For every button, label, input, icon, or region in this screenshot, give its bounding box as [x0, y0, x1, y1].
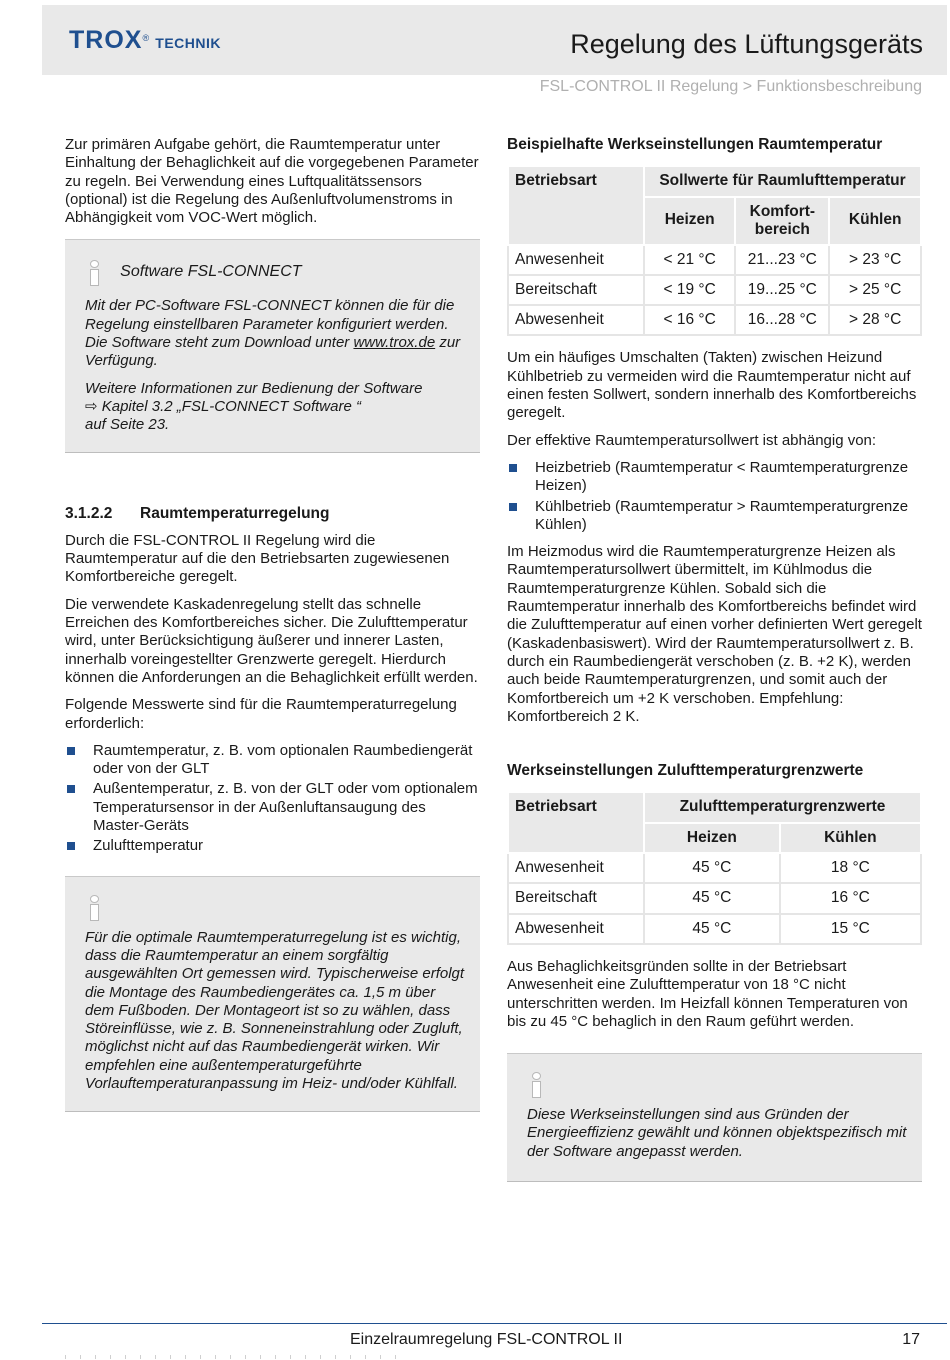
table-cell: Abwesenheit [508, 914, 644, 944]
left-column [65, 136, 480, 1112]
table-cell: < 16 °C [644, 305, 735, 335]
table-cell: Abwesenheit [508, 305, 644, 335]
section-number: 3.1.2.2 [65, 504, 113, 522]
table-cell: > 25 °C [829, 275, 921, 305]
table2-title: Werkseinstellungen Zulufttemperaturgrenzwerte [507, 762, 864, 780]
section-title: Raumtemperaturregelung [140, 504, 330, 522]
table-row [508, 914, 921, 944]
chapter-reference-link[interactable]: Kapitel 3.2 „FSL-CONNECT Software “ [97, 397, 361, 415]
table-cell: Bereitschaft [508, 275, 644, 305]
section-paragraph-3: Folgende Messwerte sind für die Raumtemperaturregelung erforderlich: [65, 696, 457, 732]
setpoint-dependency-list [507, 459, 922, 534]
info-icon [85, 895, 105, 921]
table-header-group: Sollwerte für Raumlufttemperatur [644, 166, 921, 196]
list-item: Raumtemperatur, z. B. vom optionalen Raumbediengerät oder von der GLT [65, 742, 480, 779]
list-item: Außentemperatur, z. B. von der GLT oder vom optionalem Temperatursensor in der Außenluftansaugung des Master-Geräts [65, 780, 480, 835]
right-paragraph-4: Aus Behaglichkeitsgründen sollte in der Betriebsart Anwesenheit eine Zulufttemperatur von 18 °C nicht unterschritten werden. Im Heizfall können Temperaturen von bis zu 45 °C behaglich in den Raum geführt werden. [507, 957, 908, 1030]
table-cell: 45 °C [644, 883, 780, 913]
table-cell: Bereitschaft [508, 883, 644, 913]
room-temperature-table [507, 165, 922, 336]
list-item: Heizbetrieb (Raumtemperatur < Raumtemperaturgrenze Heizen) [507, 459, 922, 496]
table-cell: 15 °C [780, 914, 921, 944]
table-header-heating: Heizen [644, 197, 735, 245]
trox-logo [69, 26, 221, 54]
table-cell: < 19 °C [644, 275, 735, 305]
table-cell: 18 °C [780, 853, 921, 883]
table-cell: 21...23 °C [735, 245, 829, 275]
note-text [85, 297, 466, 370]
section-paragraph-2: Die verwendete Kaskadenregelung stellt das schnelle Erreichen des Komfortbereiches sicher. Die Zulufttemperatur wird, unter Berücksichtigung äußerer und innerer Lasten, innerhalb voreingestellter Grenzwerte geregelt. Hierdurch können die Anforderungen an die Behaglichkeit erfüllt werden. [65, 595, 478, 686]
note-title: Software FSL-CONNECT [120, 263, 302, 281]
note-text: Diese Werkseinstellungen sind aus Gründen der Energieeffizienz gewählt und können objektspezifisch mit der Software angepasst werden. [527, 1106, 907, 1160]
table-cell: Anwesenheit [508, 245, 644, 275]
logo-registered-mark: ® [142, 33, 150, 43]
page-reference-link[interactable]: auf Seite 23. [85, 416, 170, 434]
footer-title: Einzelraumregelung FSL-CONTROL II [350, 1331, 623, 1348]
page-number: 17 [902, 1331, 920, 1348]
table-cell: Anwesenheit [508, 853, 644, 883]
info-note-factory-settings [507, 1053, 922, 1182]
supply-air-limits-table [507, 791, 922, 944]
arrow-right-icon: ⇨ [85, 397, 98, 415]
section-paragraph-1: Durch die FSL-CONTROL II Regelung wird die Raumtemperatur auf die den Betriebsarten zugewiesenen Komfortbereiche geregelt. [65, 531, 450, 586]
table-row [508, 305, 921, 335]
table-row [508, 883, 921, 913]
footer-divider [42, 1323, 947, 1324]
table-header-mode: Betriebsart [508, 792, 644, 853]
logo-brand: TROX [69, 26, 143, 54]
note-text-part2: zur Verfügung. [85, 334, 461, 370]
table-header-heating: Heizen [644, 823, 780, 853]
right-paragraph-1: Um ein häufiges Umschalten (Takten) zwischen Heizund Kühlbetrieb zu vermeiden wird die Raumtemperatur nicht auf einen festen Sollwert, sondern innerhalb des Komfortbereichs geregelt. [507, 349, 917, 422]
breadcrumb: FSL-CONTROL II Regelung > Funktionsbeschreibung [539, 78, 922, 95]
info-note-software [65, 239, 480, 452]
scan-artifact [65, 1355, 405, 1359]
table-header-group: Zulufttemperaturgrenzwerte [644, 792, 921, 822]
table-header-mode: Betriebsart [508, 166, 644, 244]
table-header-cooling: Kühlen [780, 823, 921, 853]
table-cell: 16...28 °C [735, 305, 829, 335]
table-cell: > 23 °C [829, 245, 921, 275]
right-column [507, 136, 922, 1182]
table-cell: < 21 °C [644, 245, 735, 275]
info-icon [527, 1072, 547, 1098]
table-header-comfort: Komfort-bereich [735, 197, 829, 245]
table1-title: Beispielhafte Werkseinstellungen Raumtemperatur [507, 136, 883, 153]
table-cell: > 28 °C [829, 305, 921, 335]
section-heading [65, 505, 480, 523]
table-cell: 16 °C [780, 883, 921, 913]
page-title: Regelung des Lüftungsgeräts [570, 29, 923, 59]
table-cell: 45 °C [644, 914, 780, 944]
right-paragraph-3: Im Heizmodus wird die Raumtemperaturgrenze Heizen als Raumtemperatursollwert übermittelt, im Kühlmodus die Raumtemperaturgrenze Kühlen. Sobald sich die Raumtemperatur innerhalb des Komfortbereichs befindet wird die Zulufttemperatur auf einen vorher definierten Wert geregelt (Kaskadenbasiswert). Wird der Raumtemperatursollwert z. B. durch ein Raumbediengerät verschoben (z. B. +2 K), werden auch beide Raumtemperaturgrenzen, und somit auch der Komfortbereich um +2 K verschoben. Empfehlung: Komfortbereich 2 K. [507, 543, 922, 725]
table-row [508, 853, 921, 883]
note-more-line1: Weitere Informationen zur Bedienung der Software [85, 379, 423, 397]
intro-paragraph: Zur primären Aufgabe gehört, die Raumtemperatur unter Einhaltung der Behaglichkeit auf die vorgegebenen Parameter zu regeln. Bei Verwendung eines Luftqualitätssensors (optional) ist die Regelung des Außenluftvolumenstroms in Abhängigkeit vom VOC-Wert möglich. [65, 136, 479, 227]
logo-subtitle: TECHNIK [155, 35, 221, 51]
table-row [508, 245, 921, 275]
info-icon [85, 260, 105, 286]
list-item: Kühlbetrieb (Raumtemperatur > Raumtemperaturgrenze Kühlen) [507, 498, 922, 535]
table-cell: 19...25 °C [735, 275, 829, 305]
note-text-part1: Mit der PC-Software FSL-CONNECT können die für die Regelung einstellbaren Parameter konfiguriert werden. Die Software steht zum Download unter [85, 297, 455, 352]
page-header [42, 5, 947, 75]
note-more-info [85, 380, 466, 435]
measurement-list [65, 742, 480, 856]
note-text: Für die optimale Raumtemperaturregelung ist es wichtig, dass die Raumtemperatur an einem sorgfältig ausgewählten Ort gemessen wird. Typischerweise erfolgt die Montage des Raumbediengerätes ca. 1,5 m über dem Fußboden. Der Montageort ist so zu wählen, dass Störeinflüsse, wie z. B. Sonneneinstrahlung oder Zugluft, möglichst nicht auf das Raumbediengerät wirken. Wir empfehlen eine außentemperaturgeführte Vorlauftemperaturanpassung im Heiz- und/oder Kühlfall. [85, 928, 465, 1092]
table-cell: 45 °C [644, 853, 780, 883]
table-row [508, 275, 921, 305]
table-header-cooling: Kühlen [829, 197, 921, 245]
trox-website-link[interactable]: www.trox.de [353, 334, 436, 352]
info-note-measurement [65, 876, 480, 1113]
list-item: Zulufttemperatur [65, 837, 480, 855]
right-paragraph-2: Der effektive Raumtemperatursollwert ist abhängig von: [507, 431, 877, 449]
